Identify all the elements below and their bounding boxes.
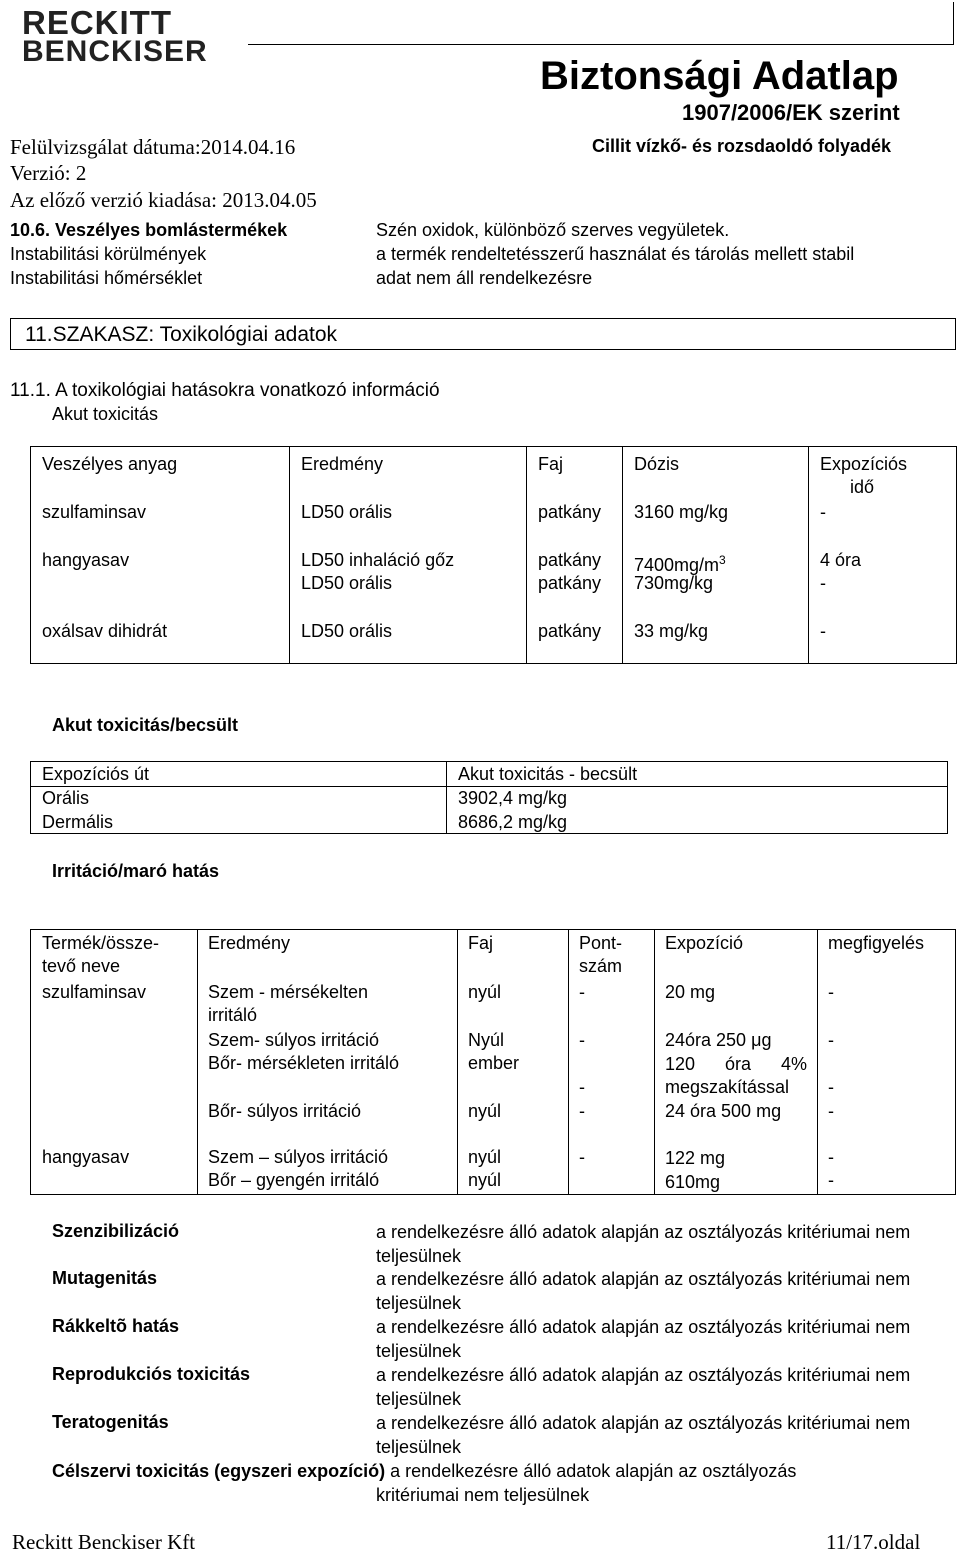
irr-row-1-score-4: - xyxy=(579,1101,585,1121)
irr-row-1-score-3: - xyxy=(579,1077,585,1097)
irr-header-name-1: Termék/össze- xyxy=(42,933,160,953)
irr-row-2-score: - xyxy=(579,1147,585,1167)
company-logo xyxy=(22,4,208,68)
irr-row-1-species-1: nyúl xyxy=(468,982,502,1002)
dose-value: 7400mg/m xyxy=(634,555,720,575)
product-name: Cillit vízkő- és rozsdaoldó folyadék xyxy=(592,136,892,156)
col-header-substance: Veszélyes anyag xyxy=(42,454,178,474)
irr-row-1-exposure-2: 24óra 250 μg xyxy=(665,1030,772,1050)
irr-row-1-result-2: Szem- súlyos irritáció xyxy=(208,1030,380,1050)
irr-row-1-obs-3: - xyxy=(828,1077,834,1097)
table-row-2-time-a: 4 óra xyxy=(820,550,862,570)
document-title: Biztonsági Adatlap xyxy=(540,54,899,98)
header-divider xyxy=(248,44,954,45)
irr-row-2-obs-2: - xyxy=(828,1170,834,1190)
irr-row-1-score-2: - xyxy=(579,1030,585,1050)
table-row-1-substance: szulfaminsav xyxy=(42,502,147,522)
estimate-oral: 3902,4 mg/kg xyxy=(458,788,568,808)
estimated-toxicity-table xyxy=(30,761,948,834)
table-row-1-dose: 3160 mg/kg xyxy=(634,502,729,522)
irr-header-result: Eredmény xyxy=(208,933,291,953)
regulation-label: 1907/2006/EK szerint xyxy=(682,100,900,125)
irr-row-1-result-3: Bőr- mérsékleten irritáló xyxy=(208,1053,400,1073)
table-row-2-species-a: patkány xyxy=(538,550,602,570)
estimated-toxicity-heading: Akut toxicitás/becsült xyxy=(52,715,239,735)
route-dermal: Dermális xyxy=(42,812,114,832)
route-header: Expozíciós út xyxy=(42,764,150,784)
instability-temperature-label: Instabilitási hőmérséklet xyxy=(10,268,203,288)
irr-row-1-result-1b: irritáló xyxy=(208,1005,258,1025)
instability-temperature-value: adat nem áll rendelkezésre xyxy=(376,268,593,288)
irr-header-name-2: tevő neve xyxy=(42,956,121,976)
col-header-exposure: Expozíciós xyxy=(820,454,908,474)
irr-row-2-result-1: Szem – súlyos irritáció xyxy=(208,1147,389,1167)
irr-row-2-exposure-2: 610mg xyxy=(665,1172,721,1192)
teratogenicity-label: Teratogenitás xyxy=(52,1412,169,1432)
footer-page-number: 11/17.oldal xyxy=(826,1530,921,1554)
reproductive-toxicity-label: Reprodukciós toxicitás xyxy=(52,1364,251,1384)
stot-single-value-1: a rendelkezésre álló adatok alapján az osztályozás xyxy=(390,1461,797,1481)
table-row-1-time: - xyxy=(820,502,826,522)
table-row-2-time-b: - xyxy=(820,573,826,593)
table-row-2-result-a: LD50 inhaláció gőz xyxy=(301,550,455,570)
col-header-result: Eredmény xyxy=(301,454,384,474)
irr-row-1-species-2: Nyúl xyxy=(468,1030,505,1050)
stot-single-value-2: kritériumai nem teljesülnek xyxy=(376,1485,590,1505)
table-row-1-result: LD50 orális xyxy=(301,502,393,522)
acute-toxicity-table xyxy=(30,446,957,664)
irr-row-1-obs-2: - xyxy=(828,1030,834,1050)
irr-row-1-species-4: nyúl xyxy=(468,1101,502,1121)
stot-single-label: Célszervi toxicitás (egyszeri expozíció) xyxy=(52,1461,386,1481)
subsection-11-1-title: 11.1. A toxikológiai hatásokra vonatkozó információ xyxy=(10,380,440,401)
irr-row-1-obs-4: - xyxy=(828,1101,834,1121)
irritation-table xyxy=(30,929,956,1195)
route-oral: Orális xyxy=(42,788,90,808)
mutagenicity-value: a rendelkezésre álló adatok alapján az osztályozás kritériumai nem teljesülnek xyxy=(376,1269,911,1313)
irr-header-observation: megfigyelés xyxy=(828,933,925,953)
table-row-2-substance: hangyasav xyxy=(42,550,130,570)
previous-version: Az előző verzió kiadása: 2013.04.05 xyxy=(10,188,317,212)
decomposition-value: Szén oxidok, különböző szerves vegyületek. xyxy=(376,220,730,240)
sensitization-value: a rendelkezésre álló adatok alapján az osztályozás kritériumai nem teljesülnek xyxy=(376,1222,911,1266)
irr-row-1-exposure-3: 120 óra 4% xyxy=(665,1054,807,1074)
stot-single-row xyxy=(52,1460,796,1483)
table-row-3-substance: oxálsav dihidrát xyxy=(42,621,168,641)
table-row-2-dose-b: 730mg/kg xyxy=(634,573,714,593)
decomposition-label: 10.6. Veszélyes bomlástermékek xyxy=(10,220,288,240)
irr-row-1-score-1: - xyxy=(579,982,585,1002)
irr-row-1-obs-1: - xyxy=(828,982,834,1002)
irr-row-2-species-2: nyúl xyxy=(468,1170,502,1190)
irr-row-1-result-1a: Szem - mérsékelten xyxy=(208,982,369,1002)
irr-row-2-species-1: nyúl xyxy=(468,1147,502,1167)
irr-row-2-obs-1: - xyxy=(828,1147,834,1167)
dose-superscript: 3 xyxy=(719,553,726,567)
irr-row-1-exposure-1: 20 mg xyxy=(665,982,716,1002)
acute-toxicity-heading: Akut toxicitás xyxy=(52,404,159,424)
irr-row-1-name: szulfaminsav xyxy=(42,982,147,1002)
col-header-exposure-time: idő xyxy=(850,477,875,497)
irr-row-1-species-3: ember xyxy=(468,1053,520,1073)
carcinogenicity-label: Rákkeltõ hatás xyxy=(52,1316,180,1336)
footer-company: Reckitt Benckiser Kft xyxy=(12,1530,196,1554)
version: Verzió: 2 xyxy=(10,161,87,185)
mutagenicity-label: Mutagenitás xyxy=(52,1268,158,1288)
table-row-3-species: patkány xyxy=(538,621,602,641)
table-row-1-species: patkány xyxy=(538,502,602,522)
irr-row-2-exposure-1: 122 mg xyxy=(665,1148,726,1168)
logo-line-1: RECKITT xyxy=(22,4,172,41)
irr-header-species: Faj xyxy=(468,933,494,953)
section-11-title: 11.SZAKASZ: Toxikológiai adatok xyxy=(10,318,956,350)
reproductive-toxicity-value: a rendelkezésre álló adatok alapján az osztályozás kritériumai nem teljesülnek xyxy=(376,1365,911,1409)
estimate-header: Akut toxicitás - becsült xyxy=(458,764,638,784)
logo-line-2: BENCKISER xyxy=(22,35,208,68)
table-row-2-species-b: patkány xyxy=(538,573,602,593)
irr-row-2-result-2: Bőr – gyengén irritáló xyxy=(208,1170,380,1190)
review-date: Felülvizsgálat dátuma:2014.04.16 xyxy=(10,135,296,159)
table-row-3-result: LD50 orális xyxy=(301,621,393,641)
table-row-3-time: - xyxy=(820,621,826,641)
instability-conditions-label: Instabilitási körülmények xyxy=(10,244,207,264)
carcinogenicity-value: a rendelkezésre álló adatok alapján az osztályozás kritériumai nem teljesülnek xyxy=(376,1317,911,1361)
irr-header-score-2: szám xyxy=(579,956,623,976)
teratogenicity-value: a rendelkezésre álló adatok alapján az osztályozás kritériumai nem teljesülnek xyxy=(376,1413,911,1457)
irr-row-1-result-4: Bőr- súlyos irritáció xyxy=(208,1101,362,1121)
irritation-heading: Irritáció/maró hatás xyxy=(52,861,220,881)
irr-header-exposure: Expozíció xyxy=(665,933,744,953)
irr-row-1-exposure-4: megszakítással xyxy=(665,1077,790,1097)
sensitization-label: Szenzibilizáció xyxy=(52,1221,180,1241)
col-header-dose: Dózis xyxy=(634,454,680,474)
table-row-3-dose: 33 mg/kg xyxy=(634,621,709,641)
irr-row-2-name: hangyasav xyxy=(42,1147,130,1167)
estimate-dermal: 8686,2 mg/kg xyxy=(458,812,568,832)
irr-row-1-exposure-5: 24 óra 500 mg xyxy=(665,1101,782,1121)
irr-header-score-1: Pont- xyxy=(579,933,623,953)
col-header-species: Faj xyxy=(538,454,564,474)
table-row-2-result-b: LD50 orális xyxy=(301,573,393,593)
header-right-border xyxy=(953,2,954,45)
instability-conditions-value: a termék rendeltetésszerű használat és tárolás mellett stabil xyxy=(376,244,855,264)
